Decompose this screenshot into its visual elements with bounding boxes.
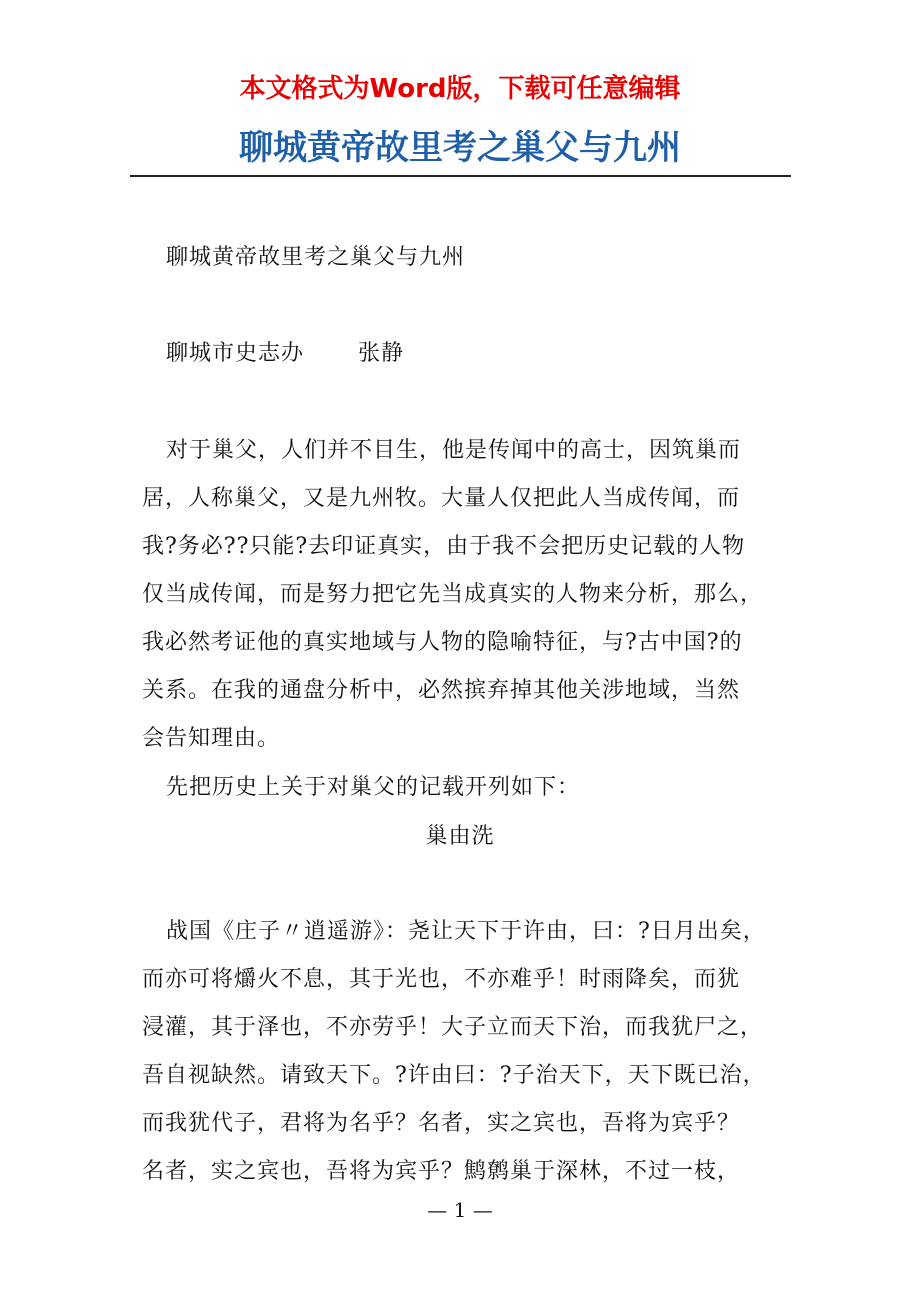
paragraph-line: 对于巢父，人们并不目生，他是传闻中的高士，因筑巢而 xyxy=(166,438,742,463)
paragraph-line: 我?务必??只能?去印证真实，由于我不会把历史记载的人物 xyxy=(142,534,746,559)
paragraph-line: 会告知理由。 xyxy=(142,726,281,751)
paragraph-line: 浸灌，其于泽也，不亦劳乎！大子立而天下治，而我犹尸之， xyxy=(142,1015,764,1040)
paragraph-line: 仅当成传闻，而是努力把它先当成真实的人物来分析，那么， xyxy=(142,582,764,607)
section-subheading: 巢由洗 xyxy=(425,824,495,849)
header-divider xyxy=(130,175,791,177)
paragraph-line: 居，人称巢父，又是九州牧。大量人仅把此人当成传闻，而 xyxy=(142,486,741,511)
paragraph-2: 先把历史上关于对巢父的记载开列如下： xyxy=(166,775,581,800)
paragraph-line: 而我犹代子，君将为名乎？名者，实之宾也，吾将为宾乎？ xyxy=(142,1111,741,1136)
paragraph-line: 而亦可将爝火不息，其于光也，不亦难乎！时雨降矣，而犹 xyxy=(142,967,741,992)
paragraph-line: 名者，实之宾也，吾将为宾乎？鹪鹩巢于深林，不过一枝， xyxy=(142,1159,741,1184)
author-name: 张静 xyxy=(358,341,405,366)
paragraph-line: 我必然考证他的真实地域与人物的隐喻特征，与?古中国?的 xyxy=(142,630,743,655)
word-format-banner: 本文格式为Word版，下载可任意编辑 xyxy=(239,74,681,104)
page-title: 聊城黄帝故里考之巢父与九州 xyxy=(239,128,681,168)
paragraph-line: 吾自视缺然。请致天下。?许由曰：?子治天下，天下既已治， xyxy=(142,1063,766,1088)
page-number: — 1 — xyxy=(427,1198,493,1222)
paragraph-line: 关系。在我的通盘分析中，必然摈弃掉其他关涉地域，当然 xyxy=(142,678,741,703)
author-organization: 聊城市史志办 xyxy=(166,341,305,366)
paragraph-line: 战国《庄子〃逍遥游》：尧让天下于许由，曰：?日月出矣， xyxy=(166,919,766,944)
author-line xyxy=(0,336,920,367)
doc-heading: 聊城黄帝故里考之巢父与九州 xyxy=(166,245,466,270)
